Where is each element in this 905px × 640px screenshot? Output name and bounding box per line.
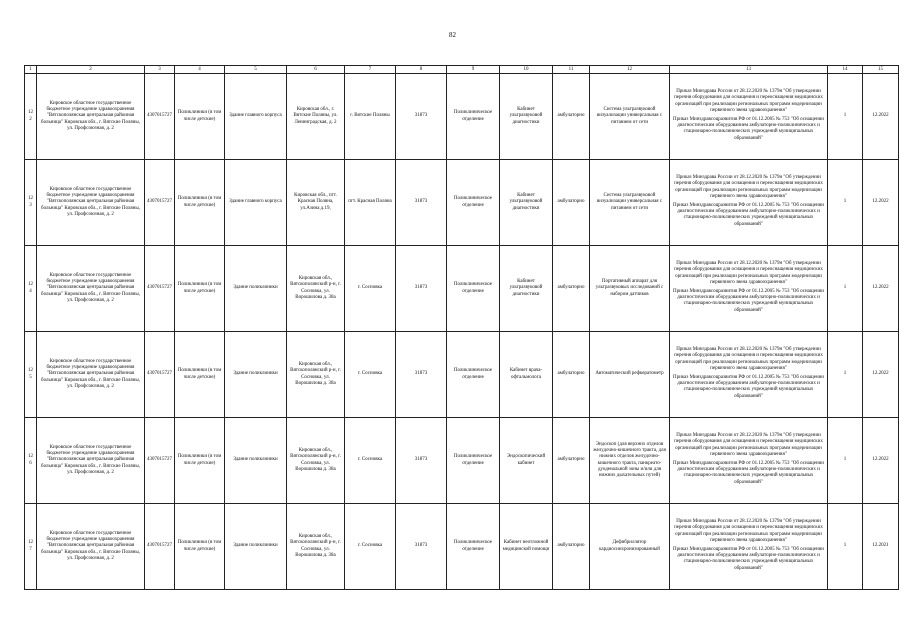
quantity-cell: 1 xyxy=(828,332,863,418)
column-header: 1 xyxy=(25,66,37,74)
department-cell: Поликлиники (в том числе детские) xyxy=(175,504,225,590)
date-cell: 12.2022 xyxy=(863,74,899,160)
building-cell: Здание поликлиники xyxy=(225,418,287,504)
okpo-cell: 31873 xyxy=(396,246,447,332)
legal-basis-cell xyxy=(670,160,828,246)
unit-cell: Поликлиническое отделение xyxy=(447,504,500,590)
column-header: 10 xyxy=(500,66,553,74)
quantity-cell: 1 xyxy=(828,74,863,160)
unit-cell: Поликлиническое отделение xyxy=(447,160,500,246)
legal-basis-cell xyxy=(670,504,828,590)
table-row xyxy=(25,160,899,246)
locality-cell: г. Сосновка xyxy=(345,418,396,504)
address-cell: Кировская обл., Вятскополянский р-н, г. Сосновка, ул. Ворошилова д. 38а xyxy=(287,504,345,590)
date-cell: 12.2021 xyxy=(863,504,899,590)
date-cell: 12.2022 xyxy=(863,246,899,332)
date-cell: 12.2022 xyxy=(863,332,899,418)
address-cell: Кировская обл., г. Вятские Поляны, ул. Ленинградская, д. 2 xyxy=(287,74,345,160)
department-cell: Поликлиники (в том числе детские) xyxy=(175,332,225,418)
column-header: 6 xyxy=(287,66,345,74)
column-header: 5 xyxy=(225,66,287,74)
room-cell: Кабинет врача-офтальмолога xyxy=(500,332,553,418)
room-cell: Кабинет ультразвуковой диагностики xyxy=(500,160,553,246)
page-number: 82 xyxy=(449,31,456,39)
legal-basis-cell xyxy=(670,332,828,418)
table-row xyxy=(25,504,899,590)
legal-document-text: Приказ Минздравсоцразвития РФ от 01.12.2005 № 753 "Об оснащении диагностическим оборудованием амбулаторно-поликлинических и стационарно-поликлинических учреждений муниципальных образований" xyxy=(673,547,824,571)
legal-document-text: Приказ Минздрава России от 28.12.2020 № 1379н "Об утверждении перечня оборудования для оснащения и переоснащения медицинских организаций при реализации региональных программ модернизации первичного звена здравоохранения" xyxy=(674,347,823,371)
inn-cell: 4307015727 xyxy=(145,332,175,418)
room-cell: Эндоскопический кабинет xyxy=(500,418,553,504)
inn-cell: 4307015727 xyxy=(145,418,175,504)
unit-cell: Поликлиническое отделение xyxy=(447,418,500,504)
locality-cell: г. Вятские Поляны xyxy=(345,74,396,160)
locality-cell: г. Сосновка xyxy=(345,246,396,332)
building-cell: Здание главного корпуса xyxy=(225,74,287,160)
quantity-cell: 1 xyxy=(828,418,863,504)
quantity-cell: 1 xyxy=(828,246,863,332)
organization-cell: Кировское областное государственное бюджетное учреждение здравоохранения "Вятскополянская центральная районная больница" Кировская обл., г. Вятские Поляны, ул. Профсоюзная, д. 2 xyxy=(37,504,145,590)
legal-document-text: Приказ Минздравсоцразвития РФ от 01.12.2005 № 753 "Об оснащении диагностическим оборудованием амбулаторно-поликлинических и стационарно-поликлинических учреждений муниципальных образований" xyxy=(673,461,824,485)
locality-cell: г. Сосновка xyxy=(345,332,396,418)
unit-cell: Поликлиническое отделение xyxy=(447,332,500,418)
okpo-cell: 31873 xyxy=(396,504,447,590)
department-cell: Поликлиники (в том числе детские) xyxy=(175,74,225,160)
unit-cell: Поликлиническое отделение xyxy=(447,246,500,332)
column-header: 12 xyxy=(590,66,670,74)
organization-cell: Кировское областное государственное бюджетное учреждение здравоохранения "Вятскополянская центральная районная больница" Кировская обл., г. Вятские Поляны, ул. Профсоюзная, д. 2 xyxy=(37,418,145,504)
building-cell: Здание поликлиники xyxy=(225,246,287,332)
equipment-cell: Система ультразвуковой визуализации универсальная с питанием от сети xyxy=(590,160,670,246)
building-cell: Здание поликлиники xyxy=(225,504,287,590)
date-cell: 12.2022 xyxy=(863,160,899,246)
column-header: 11 xyxy=(553,66,590,74)
column-header: 15 xyxy=(863,66,899,74)
table-body xyxy=(25,74,899,590)
okpo-cell: 31873 xyxy=(396,418,447,504)
unit-cell: Поликлиническое отделение xyxy=(447,74,500,160)
legal-document-text: Приказ Минздравсоцразвития РФ от 01.12.2005 № 753 "Об оснащении диагностическим оборудованием амбулаторно-поликлинических и стационарно-поликлинических учреждений муниципальных образований" xyxy=(673,203,824,227)
row-number: 123 xyxy=(25,160,37,246)
row-number: 125 xyxy=(25,332,37,418)
column-header: 8 xyxy=(396,66,447,74)
column-header: 4 xyxy=(175,66,225,74)
address-cell: Кировская обл., Вятскополянский р-н, г. Сосновка, ул. Ворошилова д. 38а xyxy=(287,332,345,418)
organization-cell: Кировское областное государственное бюджетное учреждение здравоохранения "Вятскополянская центральная районная больница" Кировская обл., г. Вятские Поляны, ул. Профсоюзная, д. 2 xyxy=(37,332,145,418)
locality-cell: г. Сосновка xyxy=(345,504,396,590)
legal-document-text: Приказ Минздрава России от 28.12.2020 № 1379н "Об утверждении перечня оборудования для оснащения и переоснащения медицинских организаций при реализации региональных программ модернизации первичного звена здравоохранения" xyxy=(674,519,823,543)
legal-basis-cell xyxy=(670,74,828,160)
table-row xyxy=(25,74,899,160)
legal-document-text: Приказ Минздравсоцразвития РФ от 01.12.2005 № 753 "Об оснащении диагностическим оборудованием амбулаторно-поликлинических и стационарно-поликлинических учреждений муниципальных образований" xyxy=(673,289,824,313)
room-cell: Кабинет неотложной медицинской помощи xyxy=(500,504,553,590)
column-header: 14 xyxy=(828,66,863,74)
legal-document-text: Приказ Минздрава России от 28.12.2020 № 1379н "Об утверждении перечня оборудования для оснащения и переоснащения медицинских организаций при реализации региональных программ модернизации первичного звена здравоохранения" xyxy=(674,433,823,457)
legal-document-text: Приказ Минздравсоцразвития РФ от 01.12.2005 № 753 "Об оснащении диагностическим оборудованием амбулаторно-поликлинических и стационарно-поликлинических учреждений муниципальных образований" xyxy=(673,375,824,399)
inn-cell: 4307015727 xyxy=(145,504,175,590)
department-cell: Поликлиники (в том числе детские) xyxy=(175,246,225,332)
row-number: 126 xyxy=(25,418,37,504)
row-number: 122 xyxy=(25,74,37,160)
equipment-cell: Эндоскоп (для верхних отделов желудочно-кишечного тракта, для нижних отделов желудочно-кишечного тракта, панкреато-дуоденальной зоны и/или для нижних дыхательных путей) xyxy=(590,418,670,504)
table-row xyxy=(25,418,899,504)
okpo-cell: 31873 xyxy=(396,74,447,160)
department-cell: Поликлиники (в том числе детские) xyxy=(175,418,225,504)
quantity-cell: 1 xyxy=(828,504,863,590)
equipment-cell: Дефибриллятор кардиосинхронизированный xyxy=(590,504,670,590)
column-header: 13 xyxy=(670,66,828,74)
equipment-cell: Система ультразвуковой визуализации универсальная с питанием от сети xyxy=(590,74,670,160)
inn-cell: 4307015727 xyxy=(145,160,175,246)
building-cell: Здание поликлиники xyxy=(225,332,287,418)
okpo-cell: 31873 xyxy=(396,332,447,418)
inn-cell: 4307015727 xyxy=(145,246,175,332)
quantity-cell: 1 xyxy=(828,160,863,246)
care-form-cell: амбулаторно xyxy=(553,418,590,504)
inn-cell: 4307015727 xyxy=(145,74,175,160)
legal-basis-cell xyxy=(670,418,828,504)
legal-document-text: Приказ Минздрава России от 28.12.2020 № 1379н "Об утверждении перечня оборудования для оснащения и переоснащения медицинских организаций при реализации региональных программ модернизации первичного звена здравоохранения" xyxy=(674,261,823,285)
header-row xyxy=(25,66,899,74)
column-header: 9 xyxy=(447,66,500,74)
room-cell: Кабинет ультразвуковой диагностики xyxy=(500,246,553,332)
column-header: 2 xyxy=(37,66,145,74)
date-cell: 12.2022 xyxy=(863,418,899,504)
column-header: 7 xyxy=(345,66,396,74)
column-header: 3 xyxy=(145,66,175,74)
row-number: 124 xyxy=(25,246,37,332)
equipment-cell: Автоматический рефкератометр xyxy=(590,332,670,418)
legal-basis-cell xyxy=(670,246,828,332)
organization-cell: Кировское областное государственное бюджетное учреждение здравоохранения "Вятскополянская центральная районная больница" Кировская обл., г. Вятские Поляны, ул. Профсоюзная, д. 2 xyxy=(37,246,145,332)
department-cell: Поликлиники (в том числе детские) xyxy=(175,160,225,246)
equipment-cell: Портативный аппарат для ультразвуковых исследований с набором датчиков xyxy=(590,246,670,332)
equipment-table xyxy=(24,65,899,590)
organization-cell: Кировское областное государственное бюджетное учреждение здравоохранения "Вятскополянская центральная районная больница" Кировская обл., г. Вятские Поляны, ул. Профсоюзная, д. 2 xyxy=(37,160,145,246)
address-cell: Кировская обл., Вятскополянский р-н, г. Сосновка, ул. Ворошилова д. 38а xyxy=(287,246,345,332)
address-cell: Кировская обл., пгт. Красная Поляна, ул.Азина д.19, xyxy=(287,160,345,246)
care-form-cell: амбулаторно xyxy=(553,160,590,246)
room-cell: Кабинет ультразвуковой диагностики xyxy=(500,74,553,160)
table-row xyxy=(25,246,899,332)
building-cell: Здание главного корпуса xyxy=(225,160,287,246)
locality-cell: пгт. Красная Поляна xyxy=(345,160,396,246)
table-row xyxy=(25,332,899,418)
care-form-cell: амбулаторно xyxy=(553,332,590,418)
legal-document-text: Приказ Минздрава России от 28.12.2020 № 1379н "Об утверждении перечня оборудования для оснащения и переоснащения медицинских организаций при реализации региональных программ модернизации первичного звена здравоохранения" xyxy=(674,89,823,113)
row-number: 127 xyxy=(25,504,37,590)
legal-document-text: Приказ Минздравсоцразвития РФ от 01.12.2005 № 753 "Об оснащении диагностическим оборудованием амбулаторно-поликлинических и стационарно-поликлинических учреждений муниципальных образований" xyxy=(673,117,824,141)
legal-document-text: Приказ Минздрава России от 28.12.2020 № 1379н "Об утверждении перечня оборудования для оснащения и переоснащения медицинских организаций при реализации региональных программ модернизации первичного звена здравоохранения" xyxy=(674,175,823,199)
address-cell: Кировская обл., Вятскополянский р-н, г. Сосновка, ул. Ворошилова д. 38а xyxy=(287,418,345,504)
organization-cell: Кировское областное государственное бюджетное учреждение здравоохранения "Вятскополянская центральная районная больница" Кировская обл., г. Вятские Поляны, ул. Профсоюзная, д. 2 xyxy=(37,74,145,160)
care-form-cell: амбулаторно xyxy=(553,246,590,332)
okpo-cell: 31873 xyxy=(396,160,447,246)
care-form-cell: амбулаторно xyxy=(553,504,590,590)
care-form-cell: амбулаторно xyxy=(553,74,590,160)
